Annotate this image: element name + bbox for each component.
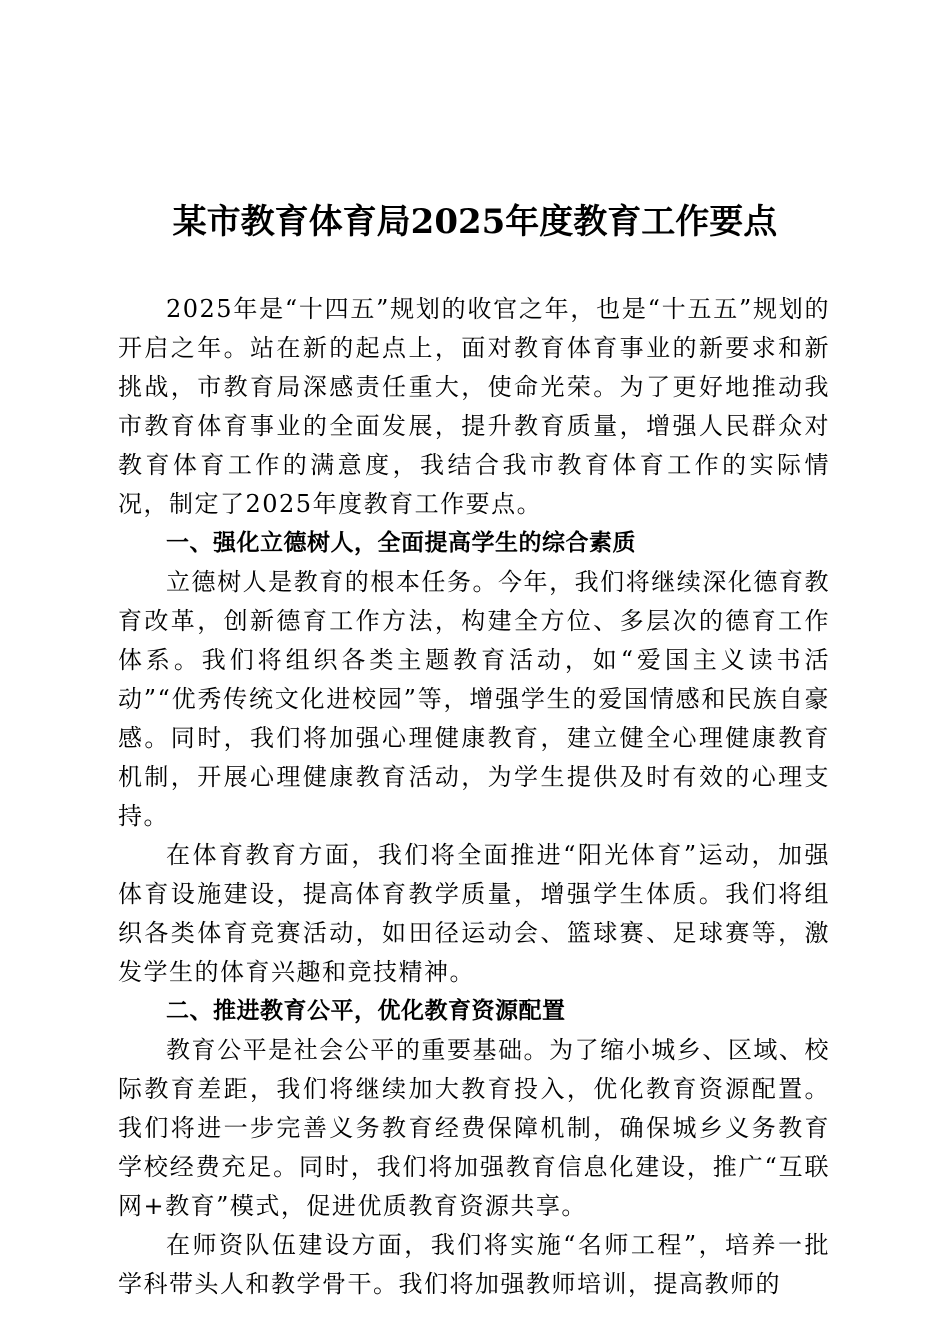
section-heading-1: 一、强化立德树人，全面提高学生的综合素质 <box>166 530 636 556</box>
body-paragraph: 在体育教育方面，我们将全面推进“阳光体育”运动，加强体育设施建设，提高体育教学质量，增强学生体质。我们将组织各类体育竞赛活动，如田径运动会、篮球赛、足球赛等，激发学生的体育兴趣和竞技精神。 <box>118 841 830 986</box>
document-body <box>118 290 830 1304</box>
document-title: 某市教育体育局2025年度教育工作要点 <box>172 202 778 242</box>
section-heading-2: 二、推进教育公平，优化教育资源配置 <box>166 998 566 1024</box>
body-paragraph: 教育公平是社会公平的重要基础。为了缩小城乡、区域、校际教育差距，我们将继续加大教育投入，优化教育资源配置。我们将进一步完善义务教育经费保障机制，确保城乡义务教育学校经费充足。同时，我们将加强教育信息化建设，推广“互联网+教育”模式，促进优质教育资源共享。 <box>118 1036 830 1220</box>
intro-paragraph: 2025年是“十四五”规划的收官之年，也是“十五五”规划的开启之年。站在新的起点上，面对教育体育事业的新要求和新挑战，市教育局深感责任重大，使命光荣。为了更好地推动我市教育体育事业的全面发展，提升教育质量，增强人民群众对教育体育工作的满意度，我结合我市教育体育工作的实际情况，制定了2025年度教育工作要点。 <box>118 295 830 518</box>
body-paragraph: 立德树人是教育的根本任务。今年，我们将继续深化德育教育改革，创新德育工作方法，构建全方位、多层次的德育工作体系。我们将组织各类主题教育活动，如“爱国主义读书活动”“优秀传统文化进校园”等，增强学生的爱国情感和民族自豪感。同时，我们将加强心理健康教育，建立健全心理健康教育机制，开展心理健康教育活动，为学生提供及时有效的心理支持。 <box>118 568 830 830</box>
body-paragraph: 在师资队伍建设方面，我们将实施“名师工程”，培养一批学科带头人和教学骨干。我们将加强教师培训，提高教师的 <box>118 1231 830 1298</box>
